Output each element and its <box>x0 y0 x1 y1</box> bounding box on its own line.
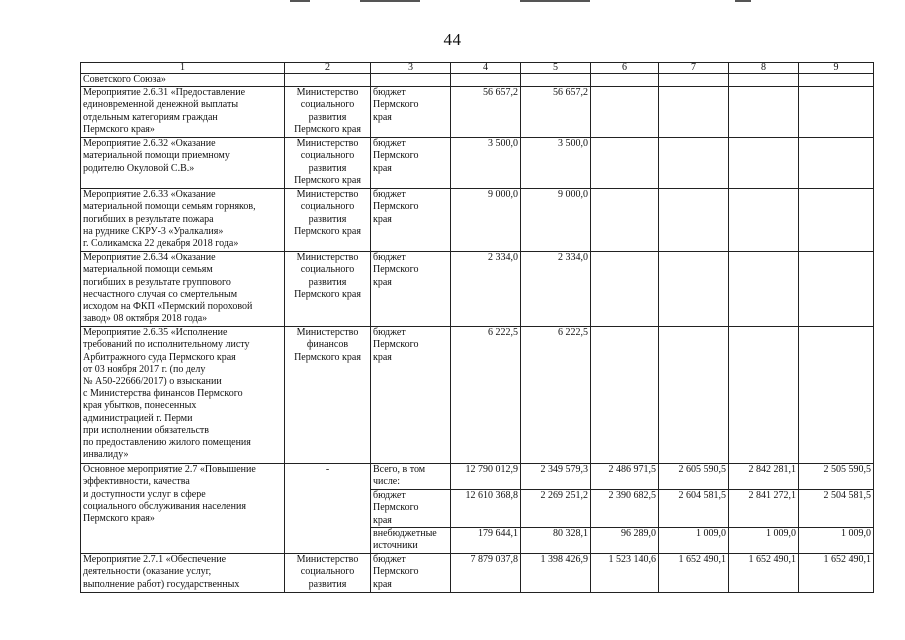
funding-source: Всего, в том числе: <box>371 464 451 490</box>
funding-source: бюджет Пермского края <box>371 252 451 327</box>
amount-cell <box>591 252 659 327</box>
amount-cell <box>591 189 659 252</box>
executor: Министерство социального развития Пермского края <box>285 252 371 327</box>
funding-source: бюджет Пермского края <box>371 327 451 464</box>
activity-name: Мероприятие 2.7.1 «Обеспечение деятельности (оказание услуг, выполнение работ) государственных <box>81 554 285 593</box>
amount-cell: 9 000,0 <box>451 189 521 252</box>
amount-cell: 1 652 490,1 <box>659 554 729 593</box>
amount-cell: 56 657,2 <box>451 87 521 138</box>
activity-name: Советского Союза» <box>81 74 285 87</box>
amount-cell <box>659 252 729 327</box>
amount-cell: 2 334,0 <box>521 252 591 327</box>
table-row <box>81 327 874 464</box>
amount-cell: 1 009,0 <box>659 528 729 554</box>
column-number-row <box>81 63 874 74</box>
column-number: 8 <box>729 63 799 74</box>
page-number: 44 <box>443 30 462 49</box>
activity-name: Мероприятие 2.6.32 «Оказание материальной помощи приемному родителю Окуловой С.В.» <box>81 138 285 189</box>
amount-cell <box>591 74 659 87</box>
activity-name: Мероприятие 2.6.33 «Оказание материальной помощи семьям горняков, погибших в результате пожара на руднике СКРУ-3 «Уралкалия» г. Соликамска 22 декабря 2018 года» <box>81 189 285 252</box>
amount-cell <box>451 74 521 87</box>
amount-cell <box>591 138 659 189</box>
funding-source <box>371 74 451 87</box>
amount-cell <box>799 138 874 189</box>
amount-cell: 2 269 251,2 <box>521 490 591 528</box>
amount-cell: 2 505 590,5 <box>799 464 874 490</box>
amount-cell <box>659 87 729 138</box>
amount-cell <box>799 327 874 464</box>
executor: Министерство социального развития Пермского края <box>285 138 371 189</box>
table-row <box>81 189 874 252</box>
amount-cell <box>729 87 799 138</box>
amount-cell <box>799 74 874 87</box>
amount-cell <box>591 87 659 138</box>
amount-cell <box>659 189 729 252</box>
amount-cell <box>659 138 729 189</box>
amount-cell <box>521 74 591 87</box>
amount-cell: 1 398 426,9 <box>521 554 591 593</box>
amount-cell: 179 644,1 <box>451 528 521 554</box>
amount-cell: 2 504 581,5 <box>799 490 874 528</box>
amount-cell <box>799 189 874 252</box>
funding-source: бюджет Пермского края <box>371 138 451 189</box>
amount-cell <box>729 189 799 252</box>
table-row <box>81 554 874 593</box>
amount-cell <box>659 74 729 87</box>
column-number: 9 <box>799 63 874 74</box>
amount-cell: 2 486 971,5 <box>591 464 659 490</box>
amount-cell: 3 500,0 <box>451 138 521 189</box>
column-number: 4 <box>451 63 521 74</box>
amount-cell: 2 842 281,1 <box>729 464 799 490</box>
amount-cell: 56 657,2 <box>521 87 591 138</box>
amount-cell: 7 879 037,8 <box>451 554 521 593</box>
top-edge-marks <box>0 0 905 4</box>
amount-cell <box>659 327 729 464</box>
amount-cell <box>729 74 799 87</box>
activity-name: Мероприятие 2.6.31 «Предоставление единовременной денежной выплаты отдельным категориям граждан Пермского края» <box>81 87 285 138</box>
amount-cell: 1 009,0 <box>799 528 874 554</box>
amount-cell: 2 841 272,1 <box>729 490 799 528</box>
amount-cell: 1 652 490,1 <box>799 554 874 593</box>
table-row <box>81 464 874 490</box>
column-number: 7 <box>659 63 729 74</box>
amount-cell <box>591 327 659 464</box>
executor: Министерство социального развития Пермского края <box>285 189 371 252</box>
amount-cell: 96 289,0 <box>591 528 659 554</box>
amount-cell: 1 009,0 <box>729 528 799 554</box>
executor: Министерство финансов Пермского края <box>285 327 371 464</box>
funding-source: бюджет Пермского края <box>371 554 451 593</box>
column-number: 2 <box>285 63 371 74</box>
activity-name: Мероприятие 2.6.34 «Оказание материальной помощи семьям погибших в результате группового несчастного случая со смертельным исходом на ФКП «Пермский пороховой завод» 08 октября 2018 года» <box>81 252 285 327</box>
activity-name: Мероприятие 2.6.35 «Исполнение требований по исполнительному листу Арбитражного суда Пермского края от 03 ноября 2017 г. (по делу № А50-22666/2017) о взыскании с Министерства финансов Пермского края убытков, понесенных администрацией г. Перми при исполнении обязательств по предоставлению жилого помещения инвалиду» <box>81 327 285 464</box>
table-row <box>81 138 874 189</box>
amount-cell <box>799 252 874 327</box>
executor <box>285 74 371 87</box>
amount-cell <box>729 138 799 189</box>
amount-cell: 6 222,5 <box>451 327 521 464</box>
funding-source: бюджет Пермского края <box>371 490 451 528</box>
table-row <box>81 252 874 327</box>
column-number: 6 <box>591 63 659 74</box>
amount-cell <box>729 327 799 464</box>
amount-cell: 2 604 581,5 <box>659 490 729 528</box>
executor: Министерство социального развития <box>285 554 371 593</box>
executor: Министерство социального развития Пермского края <box>285 87 371 138</box>
table-row <box>81 87 874 138</box>
budget-table <box>80 62 874 593</box>
funding-source: бюджет Пермского края <box>371 87 451 138</box>
column-number: 3 <box>371 63 451 74</box>
activity-name: Основное мероприятие 2.7 «Повышение эффективности, качества и доступности услуг в сфере социального обслуживания населения Пермского края» <box>81 464 285 554</box>
amount-cell: 2 334,0 <box>451 252 521 327</box>
amount-cell: 2 390 682,5 <box>591 490 659 528</box>
amount-cell: 1 652 490,1 <box>729 554 799 593</box>
amount-cell: 6 222,5 <box>521 327 591 464</box>
amount-cell <box>729 252 799 327</box>
amount-cell: 9 000,0 <box>521 189 591 252</box>
funding-source: внебюджетные источники <box>371 528 451 554</box>
amount-cell: 3 500,0 <box>521 138 591 189</box>
amount-cell: 2 349 579,3 <box>521 464 591 490</box>
amount-cell: 80 328,1 <box>521 528 591 554</box>
column-number: 1 <box>81 63 285 74</box>
amount-cell <box>799 87 874 138</box>
executor: - <box>285 464 371 554</box>
amount-cell: 12 610 368,8 <box>451 490 521 528</box>
amount-cell: 12 790 012,9 <box>451 464 521 490</box>
column-number: 5 <box>521 63 591 74</box>
amount-cell: 2 605 590,5 <box>659 464 729 490</box>
funding-source: бюджет Пермского края <box>371 189 451 252</box>
table-row <box>81 74 874 87</box>
amount-cell: 1 523 140,6 <box>591 554 659 593</box>
